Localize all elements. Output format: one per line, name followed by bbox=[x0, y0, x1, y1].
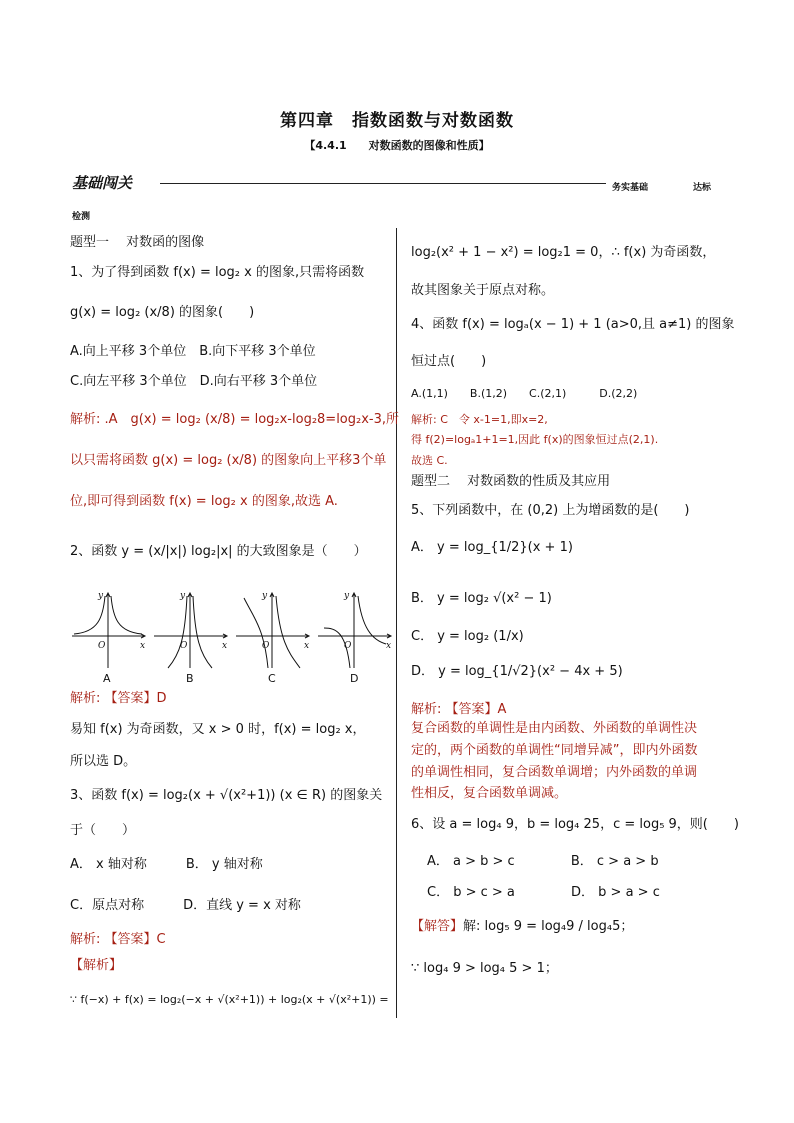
section-tag-below: 检测 bbox=[72, 212, 91, 222]
q5-answer-1: 复合函数的单调性是由内函数、外函数的单调性决 bbox=[411, 721, 698, 736]
svg-text:y: y bbox=[262, 591, 268, 601]
q1-answer-2: 以只需将函数 g(x) = log₂ (x/8) 的图象向上平移3个单 bbox=[70, 453, 387, 468]
svg-text:O: O bbox=[98, 641, 106, 651]
q6-options-cd: C． b > c > a D． b > a > c bbox=[427, 885, 660, 900]
q6-stem: 6、设 a = log₄ 9，b = log₄ 25，c = log₅ 9，则( ) bbox=[411, 817, 739, 832]
q4-answer-2: 得 f(2)=logₐ1+1=1,因此 f(x)的图象恒过点(2,1). bbox=[411, 433, 659, 446]
graph-label-b: B bbox=[186, 672, 194, 685]
svg-text:x: x bbox=[386, 641, 392, 651]
svg-text:O: O bbox=[262, 641, 270, 651]
graph-b bbox=[154, 593, 227, 668]
q3-cont-1: log₂(x² + 1 − x²) = log₂1 = 0，∴ f(x) 为奇函数， bbox=[411, 245, 716, 260]
q3-answer-sub: 【解析】 bbox=[70, 958, 123, 973]
q3-stem-1: 3、函数 f(x) = log₂(x + √(x²+1)) (x ∈ R) 的图象关 bbox=[70, 788, 383, 803]
chapter-title: 第四章 指数函数与对数函数 bbox=[280, 111, 514, 131]
section-rule bbox=[160, 183, 606, 184]
q4-stem-1: 4、函数 f(x) = logₐ(x − 1) + 1 (a>0,且 a≠1) 的图象 bbox=[411, 317, 735, 332]
q6-answer-1: 【解答】解: log₅ 9 = log₄9 / log₄5； bbox=[411, 919, 634, 934]
svg-text:O: O bbox=[180, 641, 188, 651]
q1-stem-1: 1、为了得到函数 f(x) = log₂ x 的图象,只需将函数 bbox=[70, 265, 365, 280]
q2-answer-head: 解析: 【答案】D bbox=[70, 691, 167, 706]
q3-cont-2: 故其图象关于原点对称。 bbox=[411, 283, 555, 298]
svg-text:O: O bbox=[344, 641, 352, 651]
q6-options-ab: A． a > b > c B． c > a > b bbox=[427, 854, 659, 869]
lesson-subtitle: 【4.4.1 对数函数的图像和性质】 bbox=[304, 139, 490, 152]
section-tag-left: 务实基础 bbox=[612, 183, 649, 193]
graph-label-d: D bbox=[350, 672, 359, 685]
q4-answer-3: 故选 C. bbox=[411, 454, 448, 467]
q1-answer-1: 解析: .A g(x) = log₂ (x/8) = log₂x-log₂8=log₂x-3,所 bbox=[70, 412, 400, 427]
type1-heading: 题型一 对数函的图像 bbox=[70, 235, 205, 250]
q3-stem-2: 于（ ） bbox=[70, 823, 136, 838]
graph-label-a: A bbox=[103, 672, 111, 685]
q3-options-cd: C．原点对称 D．直线 y = x 对称 bbox=[70, 898, 301, 913]
svg-text:y: y bbox=[98, 591, 104, 601]
q5-answer-3: 的单调性相同，复合函数单调增；内外函数的单调 bbox=[411, 765, 698, 780]
q4-answer-1: 解析: C 令 x-1=1,即x=2, bbox=[411, 413, 548, 426]
q5-stem: 5、下列函数中，在 (0,2) 上为增函数的是( ) bbox=[411, 503, 690, 518]
column-divider bbox=[396, 228, 397, 1018]
graph-a bbox=[72, 593, 145, 668]
q2-graph-set bbox=[70, 588, 390, 672]
q5-option-c: C． y = log₂ (1/x) bbox=[411, 629, 524, 644]
q5-option-b: B． y = log₂ √(x² − 1) bbox=[411, 591, 552, 606]
q3-answer-1: ∵ f(−x) + f(x) = log₂(−x + √(x²+1)) + log₂(x + √(x²+1)) = bbox=[70, 993, 389, 1006]
q4-stem-2: 恒过点( ) bbox=[411, 354, 487, 369]
q3-answer-head: 解析: 【答案】C bbox=[70, 932, 166, 947]
graph-c bbox=[236, 593, 309, 668]
svg-text:x: x bbox=[222, 641, 228, 651]
q5-option-d: D． y = log_{1/√2}(x² − 4x + 5) bbox=[411, 664, 623, 679]
q1-answer-3: 位,即可得到函数 f(x) = log₂ x 的图象,故选 A. bbox=[70, 494, 338, 509]
section-tag-right: 达标 bbox=[693, 183, 712, 193]
q2-stem: 2、函数 y = (x/|x|) log₂|x| 的大致图象是（ ） bbox=[70, 544, 367, 559]
q2-answer-1: 易知 f(x) 为奇函数，又 x > 0 时，f(x) = log₂ x， bbox=[70, 722, 366, 737]
q1-stem-2: g(x) = log₂ (x/8) 的图象( ) bbox=[70, 305, 255, 320]
graph-label-c: C bbox=[268, 672, 276, 685]
q1-options-ab: A.向上平移 3个单位 B.向下平移 3个单位 bbox=[70, 344, 316, 359]
q5-answer-2: 定的，两个函数的单调性“同增异减”，即内外函数 bbox=[411, 743, 698, 758]
q4-options: A.(1,1) B.(1,2) C.(2,1) D.(2,2) bbox=[411, 387, 638, 400]
q5-option-a: A． y = log_{1/2}(x + 1) bbox=[411, 540, 573, 555]
svg-text:x: x bbox=[140, 641, 146, 651]
q5-answer-4: 性相反，复合函数单调减。 bbox=[411, 786, 568, 801]
type2-heading: 题型二 对数函数的性质及其应用 bbox=[411, 474, 611, 489]
svg-text:y: y bbox=[344, 591, 350, 601]
svg-text:x: x bbox=[304, 641, 310, 651]
section-name: 基础闯关 bbox=[72, 174, 133, 192]
q6-answer-2: ∵ log₄ 9 > log₄ 5 > 1； bbox=[411, 961, 558, 976]
q1-options-cd: C.向左平移 3个单位 D.向右平移 3个单位 bbox=[70, 374, 318, 389]
q2-answer-2: 所以选 D。 bbox=[70, 754, 137, 769]
svg-text:y: y bbox=[180, 591, 186, 601]
graph-d bbox=[318, 593, 391, 668]
q3-options-ab: A． x 轴对称 B． y 轴对称 bbox=[70, 857, 263, 872]
q5-answer-head: 解析: 【答案】A bbox=[411, 702, 507, 717]
